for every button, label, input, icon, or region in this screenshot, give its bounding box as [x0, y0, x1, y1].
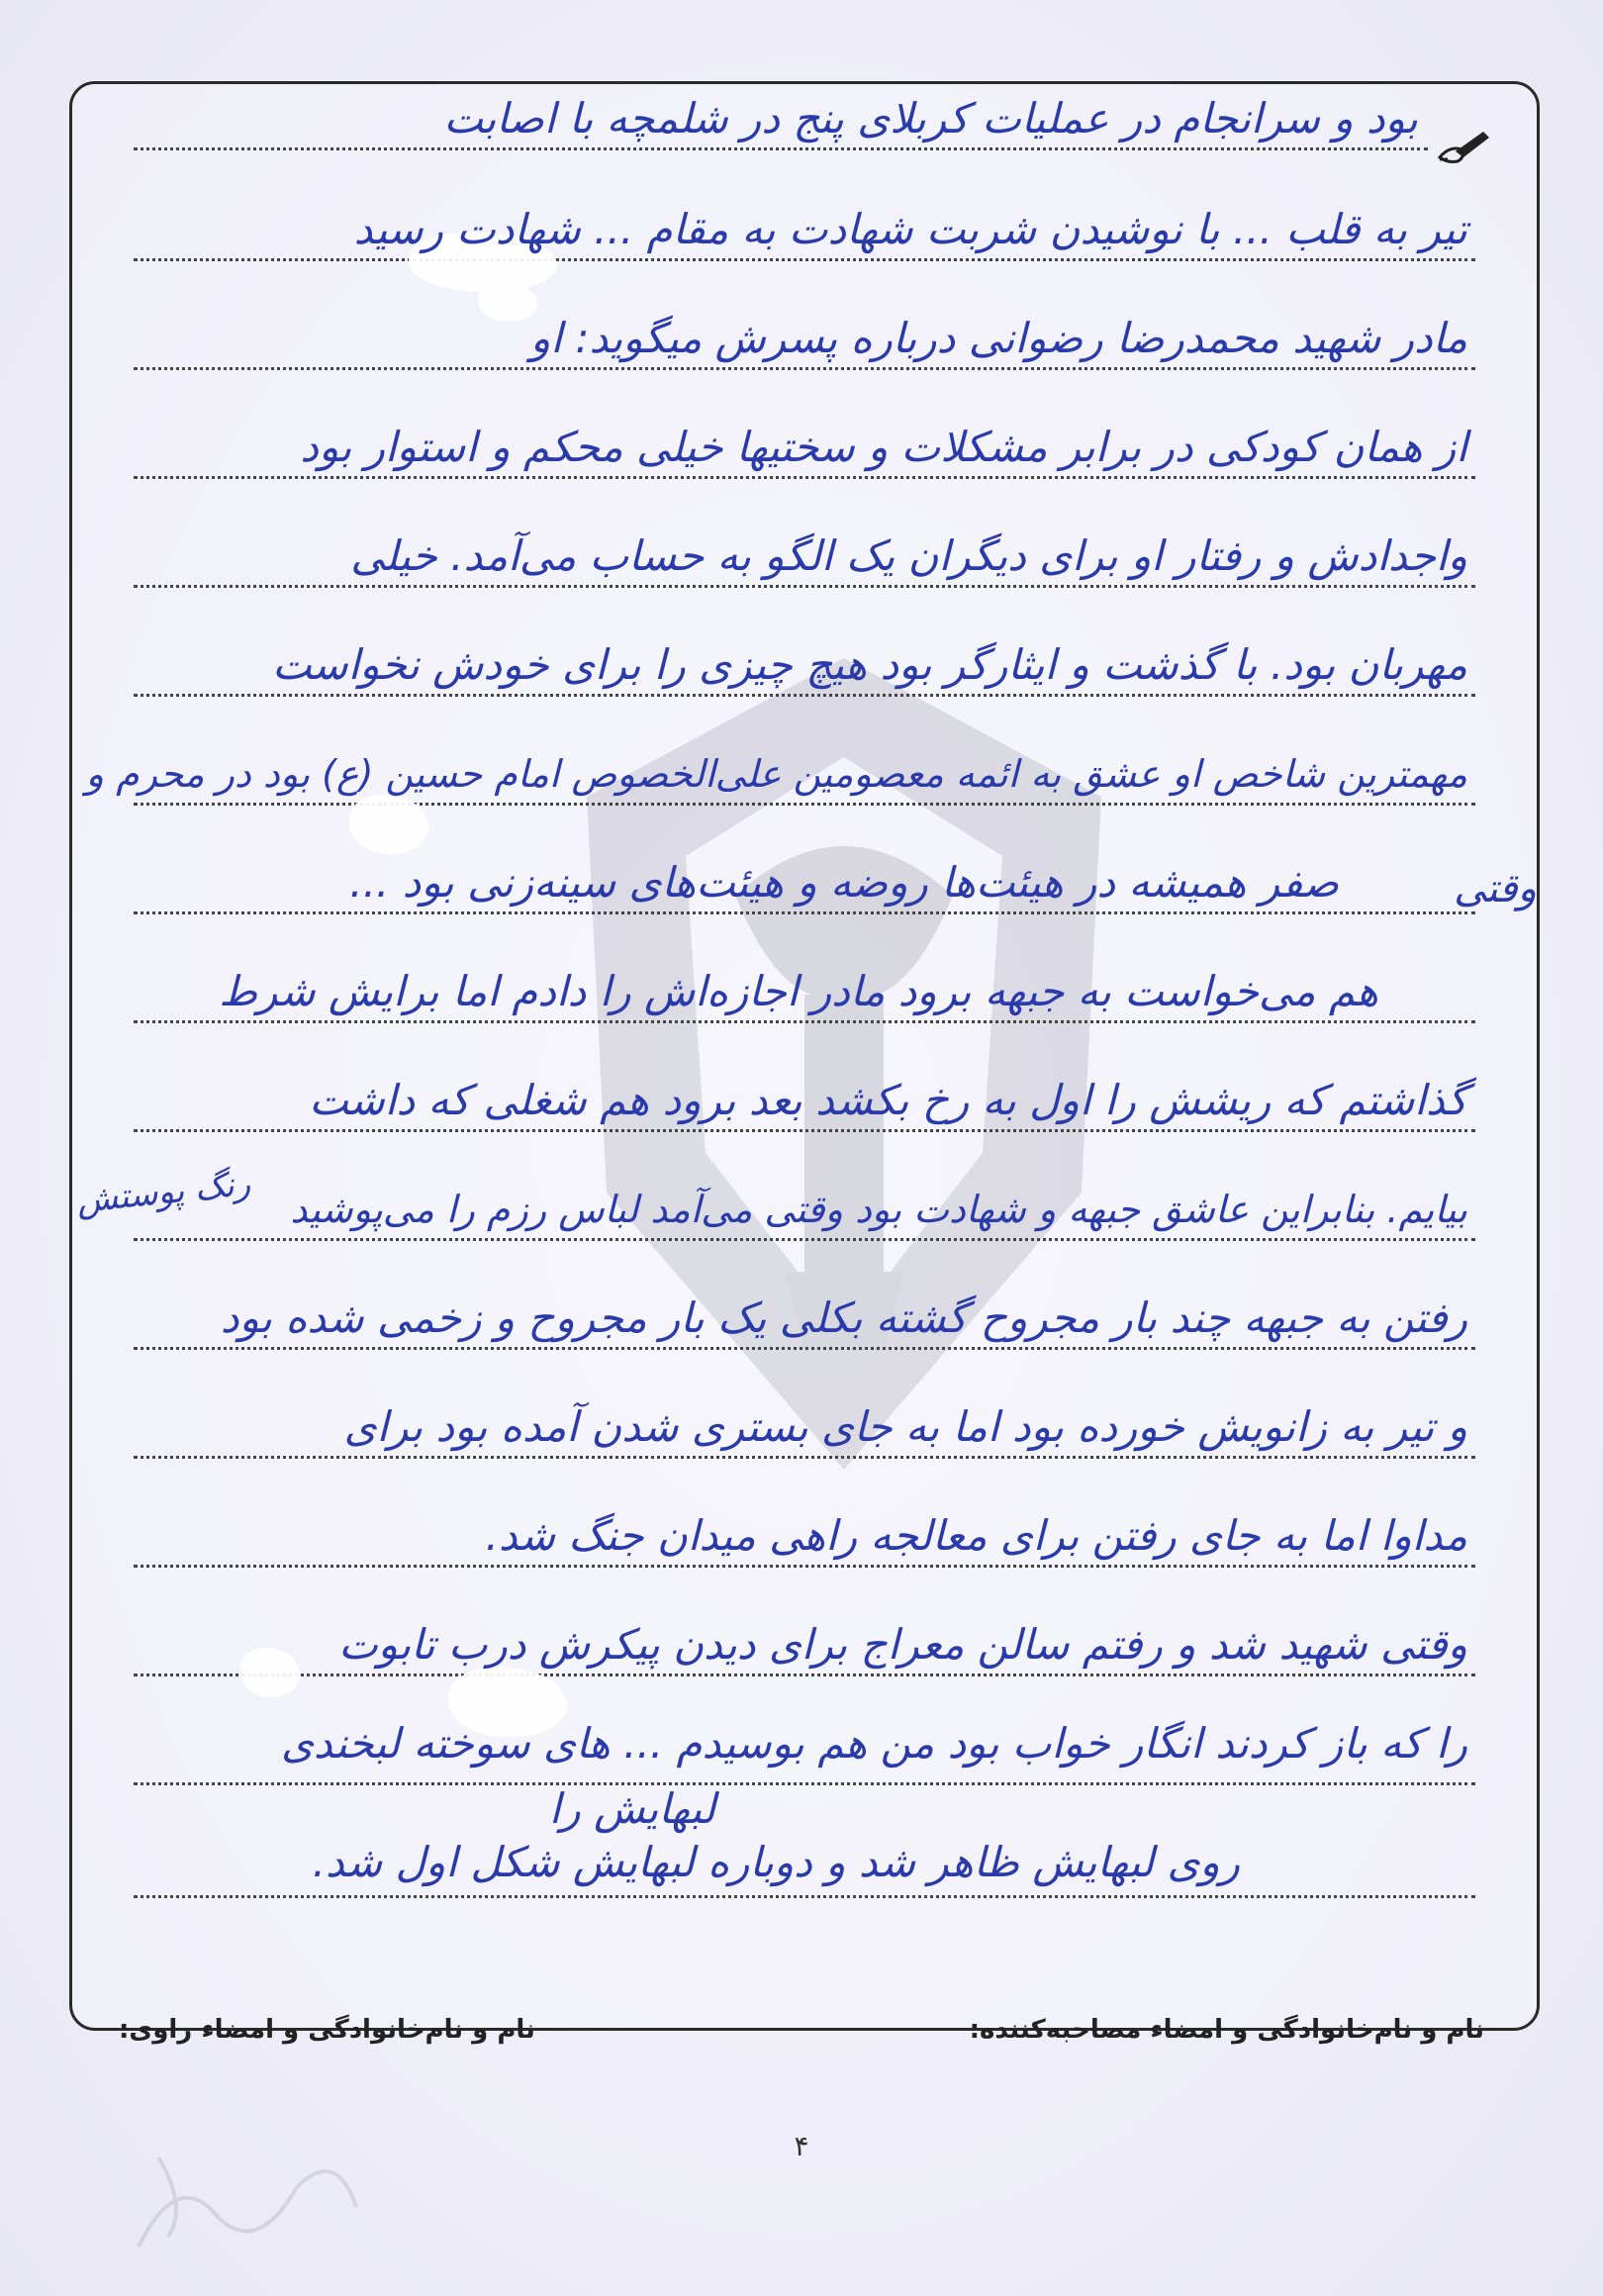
form-frame: [69, 81, 1540, 2031]
handwritten-line: و تیر به زانویش خورده بود اما به جای بستری شدن آمده بود برای: [343, 1402, 1467, 1451]
ruled-line: [134, 1782, 1475, 1785]
ruled-line: [134, 1347, 1475, 1350]
handwritten-line: مداوا اما به جای رفتن برای معالجه راهی میدان جنگ شد.: [485, 1511, 1467, 1560]
margin-note: رنگ پوستش: [74, 1163, 252, 1222]
handwritten-line: وقتی شهید شد و رفتم سالن معراج برای دیدن پیکرش درب تابوت: [338, 1620, 1467, 1669]
handwritten-line: صفر همیشه در هیئت‌ها روضه و هیئت‌های سینه‌زنی بود ...: [349, 858, 1339, 907]
handwritten-line: مهمترین شاخص او عشق به ائمه معصومین علی‌الخصوص امام حسین (ع) بود در محرم و: [85, 752, 1467, 796]
handwritten-line: رفتن به جبهه چند بار مجروح گشته بکلی یک بار مجروح و زخمی شده بود: [220, 1293, 1467, 1342]
handwritten-line: گذاشتم که ریشش را اول به رخ بکشد بعد برود هم شغلی که داشت: [309, 1076, 1467, 1124]
handwritten-line: را که باز کردند انگار خواب بود من هم بوسیدم ... های سوخته لبخندی: [281, 1719, 1467, 1768]
ruled-line: [134, 1129, 1475, 1132]
handwritten-line: تیر به قلب ... با نوشیدن شربت شهادت به مقام ... شهادت رسید: [353, 205, 1467, 253]
ruled-line: [134, 476, 1475, 479]
ruled-line: [134, 803, 1475, 806]
handwritten-line: بیایم. بنابراین عاشق جبهه و شهادت بود وقتی می‌آمد لباس رزم را می‌پوشید: [290, 1188, 1467, 1231]
ruled-line: [134, 258, 1475, 261]
ruled-line: [134, 911, 1475, 914]
ruled-line: [134, 1565, 1475, 1568]
handwritten-line: واجدادش و رفتار او برای دیگران یک الگو به حساب می‌آمد. خیلی: [350, 531, 1467, 580]
ruled-line: [134, 367, 1475, 370]
ruled-line: [134, 147, 1428, 150]
handwritten-line: هم می‌خواست به جبهه برود مادر اجازه‌اش را دادم اما برایش شرط: [219, 967, 1378, 1015]
ruled-line: [134, 1895, 1475, 1898]
bleed-through-scribble: [119, 2128, 376, 2266]
handwritten-line: بود و سرانجام در عملیات کربلای پنج در شلمچه با اصابت: [443, 94, 1418, 143]
handwritten-line: روی لبهایش ظاهر شد و دوباره لبهایش شکل اول شد.: [312, 1838, 1240, 1886]
ruled-line: [134, 1456, 1475, 1459]
ruled-line: [134, 1238, 1475, 1241]
ruled-line: [134, 1674, 1475, 1676]
handwritten-line: لبهایش را: [548, 1784, 715, 1833]
ruled-line: [134, 585, 1475, 588]
signature-labels: [119, 2015, 1484, 2045]
handwritten-line: از همان کودکی در برابر مشکلات و سختیها خیلی محکم و استوار بود: [300, 423, 1467, 471]
handwritten-line: مهربان بود. با گذشت و ایثارگر بود هیچ چیزی را برای خودش نخواست: [272, 640, 1467, 689]
pen-writing-icon: [1436, 126, 1491, 165]
page-number: ۴: [794, 2130, 809, 2162]
margin-note: وقتی: [1454, 866, 1537, 911]
narrator-signature-label: نام و نام‌خانوادگی و امضاء راوی:: [119, 2015, 535, 2045]
ruled-line: [134, 694, 1475, 697]
ruled-line: [134, 1020, 1475, 1023]
interviewer-signature-label: نام و نام‌خانوادگی و امضاء مصاحبه‌کننده:: [969, 2015, 1484, 2045]
handwritten-line: مادر شهید محمدرضا رضوانی درباره پسرش میگوید: او: [530, 314, 1467, 362]
